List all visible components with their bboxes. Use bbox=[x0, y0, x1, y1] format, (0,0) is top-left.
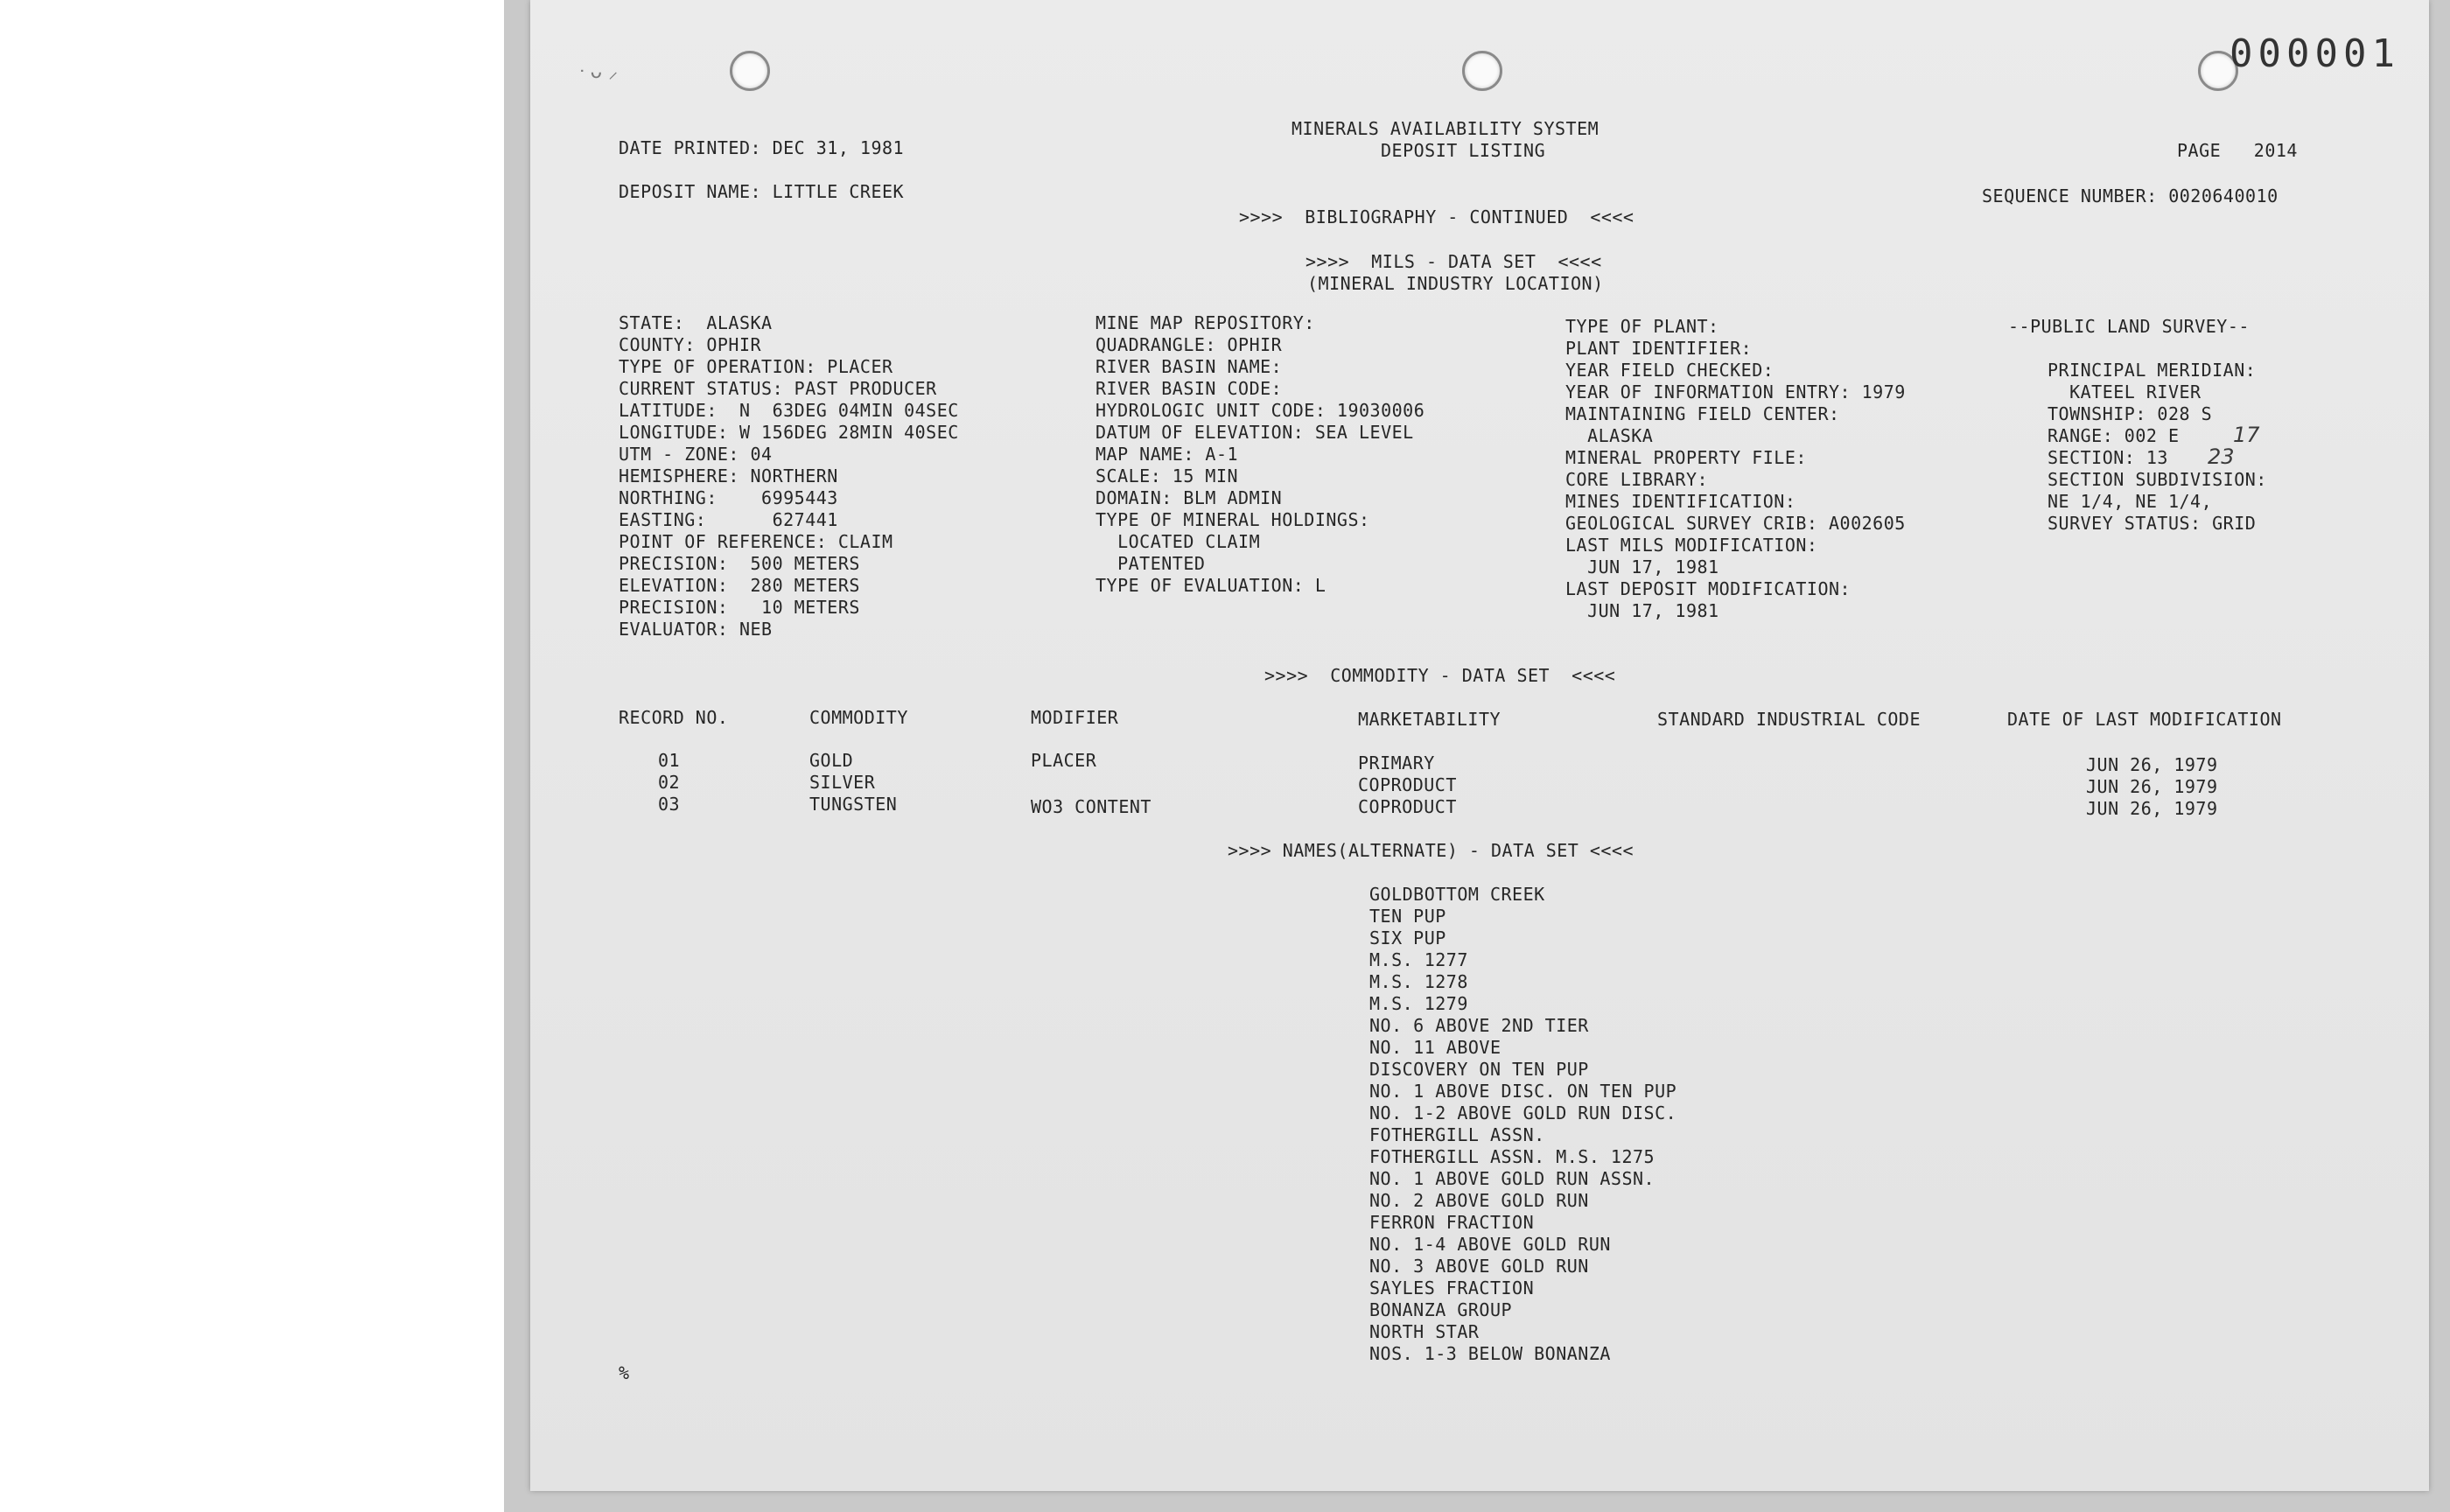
location-line: LAST MILS MODIFICATION: bbox=[1565, 535, 1818, 556]
location-column-2 bbox=[1096, 312, 1424, 597]
alternate-name: NO. 11 ABOVE bbox=[1369, 1037, 1502, 1058]
commodity-header-modifier: MODIFIER bbox=[1031, 707, 1119, 728]
alternate-name: NO. 1-2 ABOVE GOLD RUN DISC. bbox=[1369, 1102, 1677, 1124]
names-banner: >>>> NAMES(ALTERNATE) - DATA SET <<<< bbox=[1228, 840, 1634, 861]
location-line: EVALUATOR: NEB bbox=[619, 619, 773, 640]
alternate-name: FOTHERGILL ASSN. M.S. 1275 bbox=[1369, 1146, 1656, 1167]
commodity-row-2-marketability: COPRODUCT bbox=[1358, 774, 1457, 795]
location-column-1 bbox=[619, 312, 959, 640]
location-line: COUNTY: OPHIR bbox=[619, 334, 762, 355]
location-line: LATITUDE: N 63DEG 04MIN 04SEC bbox=[619, 400, 959, 421]
location-line: ALASKA bbox=[1565, 425, 1654, 446]
location-line: STATE: ALASKA bbox=[619, 312, 773, 333]
commodity-row-3-marketability: COPRODUCT bbox=[1358, 796, 1457, 817]
bibliography-banner: >>>> BIBLIOGRAPHY - CONTINUED <<<< bbox=[1239, 206, 1634, 228]
commodity-row-1-date: JUN 26, 1979 bbox=[2086, 754, 2218, 775]
commodity-row-3-modifier: WO3 CONTENT bbox=[1031, 796, 1152, 817]
location-line: CURRENT STATUS: PAST PRODUCER bbox=[619, 378, 937, 399]
location-line: TYPE OF PLANT: bbox=[1565, 316, 1719, 337]
alternate-name: NO. 1-4 ABOVE GOLD RUN bbox=[1369, 1234, 1611, 1255]
commodity-row-3-record: 03 bbox=[658, 794, 681, 815]
commodity-row-1-record: 01 bbox=[658, 750, 681, 771]
location-line: HEMISPHERE: NORTHERN bbox=[619, 466, 838, 486]
alternate-name: NO. 3 ABOVE GOLD RUN bbox=[1369, 1256, 1589, 1277]
alternate-name: M.S. 1278 bbox=[1369, 971, 1468, 992]
margin-mark: % bbox=[619, 1362, 630, 1383]
survey-line: SURVEY STATUS: GRID bbox=[2048, 513, 2257, 534]
location-line: MINE MAP REPOSITORY: bbox=[1096, 312, 1315, 333]
alternate-name: NOS. 1-3 BELOW BONANZA bbox=[1369, 1343, 1611, 1364]
survey-line: NE 1/4, NE 1/4, bbox=[2048, 491, 2213, 512]
location-line: EASTING: 627441 bbox=[619, 509, 838, 530]
location-line: HYDROLOGIC UNIT CODE: 19030006 bbox=[1096, 400, 1425, 421]
location-line: LAST DEPOSIT MODIFICATION: bbox=[1565, 578, 1852, 599]
location-line: MINES IDENTIFICATION: bbox=[1565, 491, 1796, 512]
commodity-header-sic: STANDARD INDUSTRIAL CODE bbox=[1657, 709, 1921, 730]
alternate-name: NO. 6 ABOVE 2ND TIER bbox=[1369, 1015, 1589, 1036]
location-line: CORE LIBRARY: bbox=[1565, 469, 1709, 490]
commodity-row-3-commodity: TUNGSTEN bbox=[809, 794, 898, 815]
alternate-name: NO. 1 ABOVE GOLD RUN ASSN. bbox=[1369, 1168, 1656, 1189]
commodity-row-2-date: JUN 26, 1979 bbox=[2086, 776, 2218, 797]
listing-title: DEPOSIT LISTING bbox=[1381, 140, 1546, 161]
alternate-name: NO. 2 ABOVE GOLD RUN bbox=[1369, 1190, 1589, 1211]
alternate-name: M.S. 1279 bbox=[1369, 993, 1468, 1014]
corner-scribble: ᐧ ᴗ ⸝ bbox=[579, 61, 619, 83]
location-line: YEAR OF INFORMATION ENTRY: 1979 bbox=[1565, 382, 1906, 402]
location-line: YEAR FIELD CHECKED: bbox=[1565, 360, 1774, 381]
alternate-name: FERRON FRACTION bbox=[1369, 1212, 1535, 1233]
location-line: MAP NAME: A-1 bbox=[1096, 444, 1239, 465]
location-line: POINT OF REFERENCE: CLAIM bbox=[619, 531, 893, 552]
commodity-row-2-commodity: SILVER bbox=[809, 772, 876, 793]
deposit-name: DEPOSIT NAME: LITTLE CREEK bbox=[619, 181, 905, 202]
punch-hole-left bbox=[730, 51, 770, 91]
alternate-name: FOTHERGILL ASSN. bbox=[1369, 1124, 1545, 1145]
location-line: JUN 17, 1981 bbox=[1565, 600, 1719, 621]
location-line: DATUM OF ELEVATION: SEA LEVEL bbox=[1096, 422, 1414, 443]
mils-banner: >>>> MILS - DATA SET <<<< bbox=[1306, 251, 1602, 272]
survey-line: TOWNSHIP: 028 S bbox=[2048, 403, 2213, 424]
alternate-name: NO. 1 ABOVE DISC. ON TEN PUP bbox=[1369, 1081, 1677, 1102]
survey-line: SECTION: 13 bbox=[2048, 447, 2168, 468]
location-line: RIVER BASIN NAME: bbox=[1096, 356, 1283, 377]
location-line: SCALE: 15 MIN bbox=[1096, 466, 1239, 486]
location-line: PRECISION: 500 METERS bbox=[619, 553, 860, 574]
location-line: JUN 17, 1981 bbox=[1565, 556, 1719, 578]
location-line: PRECISION: 10 METERS bbox=[619, 597, 860, 618]
location-line: RIVER BASIN CODE: bbox=[1096, 378, 1283, 399]
alternate-name: GOLDBOTTOM CREEK bbox=[1369, 884, 1545, 905]
commodity-row-1-marketability: PRIMARY bbox=[1358, 752, 1435, 774]
survey-line: PRINCIPAL MERIDIAN: bbox=[2048, 360, 2257, 381]
location-line: PLANT IDENTIFIER: bbox=[1565, 338, 1753, 359]
location-line: UTM - ZONE: 04 bbox=[619, 444, 773, 465]
alternate-name: TEN PUP bbox=[1369, 906, 1446, 927]
commodity-row-1-modifier: PLACER bbox=[1031, 750, 1097, 771]
punch-hole-center bbox=[1462, 51, 1502, 91]
public-land-survey-title: --PUBLIC LAND SURVEY-- bbox=[2008, 316, 2250, 337]
commodity-header-marketability: MARKETABILITY bbox=[1358, 709, 1502, 730]
commodity-header-date: DATE OF LAST MODIFICATION bbox=[2007, 709, 2282, 730]
location-line: TYPE OF OPERATION: PLACER bbox=[619, 356, 893, 377]
location-line: ELEVATION: 280 METERS bbox=[619, 575, 860, 596]
handwritten-range-note: 17 bbox=[2233, 423, 2260, 447]
commodity-header-record: RECORD NO. bbox=[619, 707, 729, 728]
alternate-name: SAYLES FRACTION bbox=[1369, 1278, 1535, 1298]
survey-line: SECTION SUBDIVISION: bbox=[2048, 469, 2267, 490]
alternate-name: DISCOVERY ON TEN PUP bbox=[1369, 1059, 1589, 1080]
location-line: DOMAIN: BLM ADMIN bbox=[1096, 487, 1283, 508]
location-line: TYPE OF EVALUATION: L bbox=[1096, 575, 1326, 596]
alternate-name: BONANZA GROUP bbox=[1369, 1299, 1513, 1320]
location-line: MAINTAINING FIELD CENTER: bbox=[1565, 403, 1840, 424]
location-line: TYPE OF MINERAL HOLDINGS: bbox=[1096, 509, 1370, 530]
commodity-header-commodity: COMMODITY bbox=[809, 707, 908, 728]
commodity-row-3-date: JUN 26, 1979 bbox=[2086, 798, 2218, 819]
alternate-name: M.S. 1277 bbox=[1369, 949, 1468, 970]
date-printed: DATE PRINTED: DEC 31, 1981 bbox=[619, 137, 905, 158]
sequence-number: SEQUENCE NUMBER: 0020640010 bbox=[1982, 186, 2278, 206]
page-number: PAGE 2014 bbox=[2177, 140, 2298, 161]
location-line: NORTHING: 6995443 bbox=[619, 487, 838, 508]
survey-line: RANGE: 002 E bbox=[2048, 425, 2180, 446]
alternate-name: SIX PUP bbox=[1369, 928, 1446, 948]
location-line: PATENTED bbox=[1096, 553, 1206, 574]
handwritten-section-note: 23 bbox=[2208, 444, 2235, 469]
document-stamp-number: 000001 bbox=[2230, 32, 2400, 76]
mils-subtitle: (MINERAL INDUSTRY LOCATION) bbox=[1307, 273, 1604, 294]
system-title: MINERALS AVAILABILITY SYSTEM bbox=[1292, 118, 1600, 139]
location-line: LOCATED CLAIM bbox=[1096, 531, 1261, 552]
location-column-3 bbox=[1565, 316, 1906, 622]
commodity-banner: >>>> COMMODITY - DATA SET <<<< bbox=[1264, 665, 1616, 686]
commodity-row-2-record: 02 bbox=[658, 772, 681, 793]
location-line: MINERAL PROPERTY FILE: bbox=[1565, 447, 1807, 468]
location-line: QUADRANGLE: OPHIR bbox=[1096, 334, 1283, 355]
survey-line: KATEEL RIVER bbox=[2048, 382, 2202, 402]
commodity-row-1-commodity: GOLD bbox=[809, 750, 854, 771]
alternate-names-list bbox=[1369, 884, 1676, 1365]
location-line: LONGITUDE: W 156DEG 28MIN 40SEC bbox=[619, 422, 959, 443]
alternate-name: NORTH STAR bbox=[1369, 1321, 1480, 1342]
location-line: GEOLOGICAL SURVEY CRIB: A002605 bbox=[1565, 513, 1906, 534]
